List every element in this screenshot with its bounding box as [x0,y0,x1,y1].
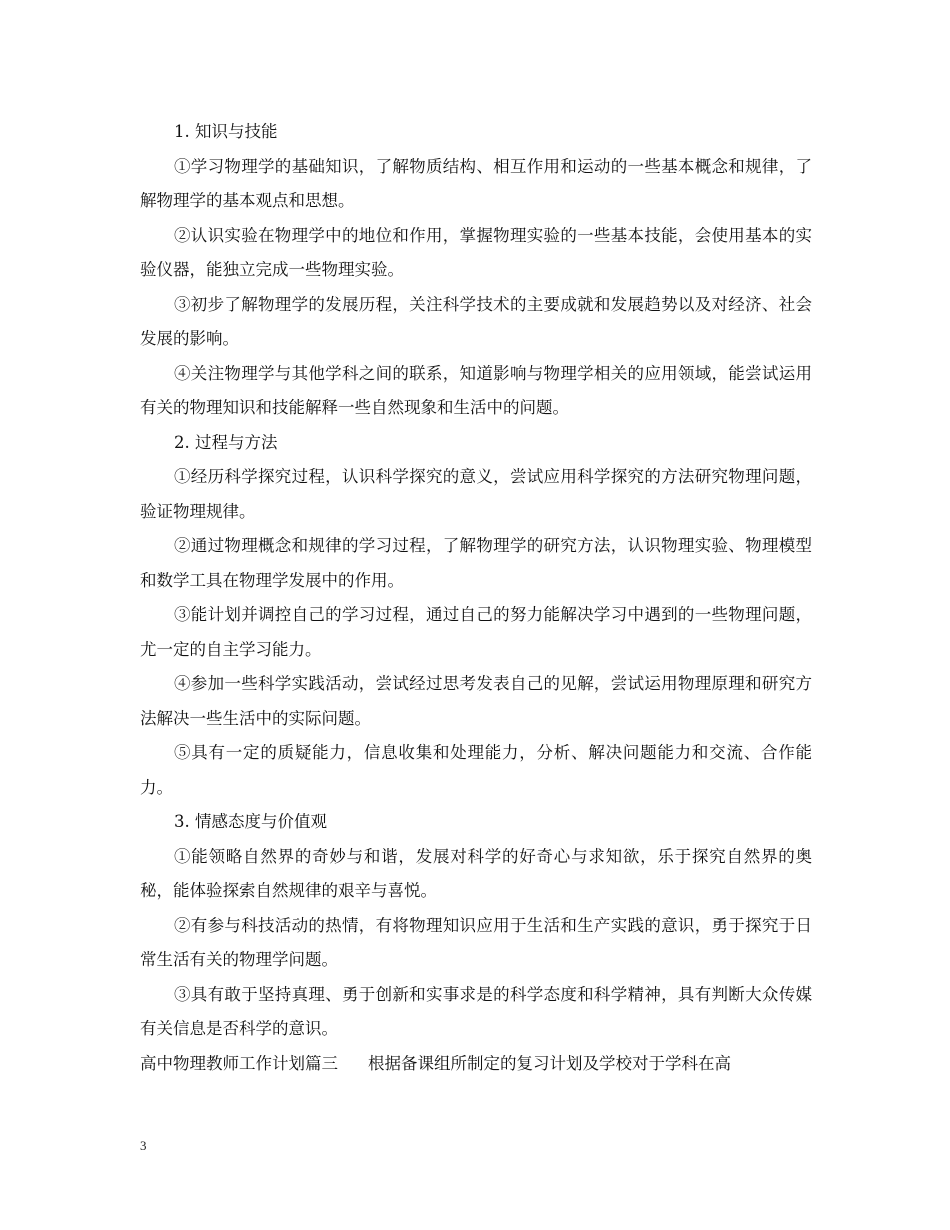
paragraph: ①学习物理学的基础知识，了解物质结构、相互作用和运动的一些基本概念和规律，了解物理学的基本观点和思想。 [140,156,812,210]
paragraph: ③初步了解物理学的发展历程，关注科学技术的主要成就和发展趋势以及对经济、社会发展的影响。 [140,294,812,348]
section-heading: 2. 过程与方法 [174,432,278,452]
next-section-title: 高中物理教师工作计划篇三 [140,1053,338,1073]
next-section-text: 根据备课组所制定的复习计划及学校对于学科在高 [368,1053,731,1073]
paragraph: ②认识实验在物理学中的地位和作用，掌握物理实验的一些基本技能，会使用基本的实验仪器，能独立完成一些物理实验。 [140,225,812,279]
section-heading: 3. 情感态度与价值观 [174,812,327,831]
paragraph: ①经历科学探究过程，认识科学探究的意义，尝试应用科学探究的方法研究物理问题，验证物理规律。 [140,467,812,521]
paragraph: ②有参与科技活动的热情，有将物理知识应用于生活和生产实践的意识，勇于探究于日常生活有关的物理学问题。 [140,915,812,969]
paragraph: ④关注物理学与其他学科之间的联系，知道影响与物理学相关的应用领域，能尝试运用有关的物理知识和技能解释一些自然现象和生活中的问题。 [140,363,812,417]
paragraph: ③能计划并调控自己的学习过程，通过自己的努力能解决学习中遇到的一些物理问题，尤一定的自主学习能力。 [140,605,812,659]
section-heading: 1. 知识与技能 [174,122,278,141]
next-section-line [140,1047,812,1082]
paragraph: ①能领略自然界的奇妙与和谐，发展对科学的好奇心与求知欲，乐于探究自然界的奥秘，能体验探索自然规律的艰辛与喜悦。 [140,846,812,900]
page-number: 3 [140,1138,147,1153]
paragraph: ④参加一些科学实践活动，尝试经过思考发表自己的见解，尝试运用物理原理和研究方法解决一些生活中的实际问题。 [140,674,812,728]
paragraph: ③具有敢于坚持真理、勇于创新和实事求是的科学态度和科学精神，具有判断大众传媒有关信息是否科学的意识。 [140,984,812,1038]
document-body [140,115,812,1081]
spacer [338,1047,368,1082]
paragraph: ②通过物理概念和规律的学习过程，了解物理学的研究方法，认识物理实验、物理模型和数学工具在物理学发展中的作用。 [140,536,812,590]
paragraph: ⑤具有一定的质疑能力，信息收集和处理能力，分析、解决问题能力和交流、合作能力。 [140,743,812,797]
